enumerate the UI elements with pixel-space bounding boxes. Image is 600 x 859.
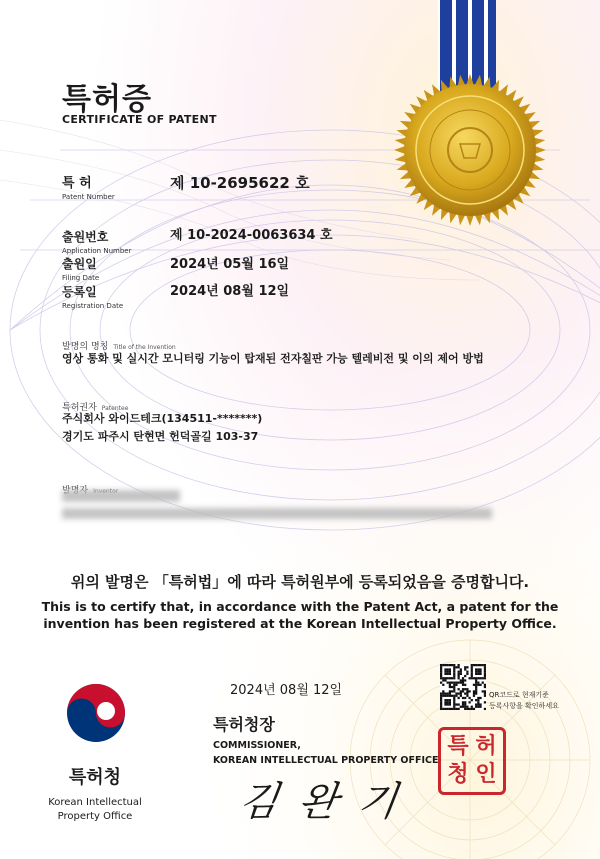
seal-char: 특 xyxy=(447,734,469,759)
certification-text-en-2: invention has been registered at the Korean Intellectual Property Office. xyxy=(43,616,557,631)
official-seal-icon xyxy=(438,727,506,795)
patentee-name: 주식회사 와이드테크(134511-*******) xyxy=(62,412,263,425)
kipo-name-en-2: Property Office xyxy=(57,811,133,822)
taegeuk-logo-icon xyxy=(65,682,127,744)
patentee-address: 경기도 파주시 탄현면 헌덕골길 103-37 xyxy=(62,430,259,443)
qr-code-icon[interactable] xyxy=(440,664,486,710)
registration-date-label: 등록일 Registration Date xyxy=(62,285,124,310)
application-number-label: 출원번호 Application Number xyxy=(62,230,132,255)
commissioner-signature: 김 완 기 xyxy=(236,779,405,825)
seal-char: 청 xyxy=(447,762,469,787)
certification-text-en-1: This is to certify that, in accordance with the Patent Act, a patent for the xyxy=(41,599,559,614)
gold-medallion xyxy=(394,74,546,226)
patent-number-label: 특 허 Patent Number xyxy=(62,176,115,201)
seal-char: 인 xyxy=(475,762,497,787)
filing-date-label: 출원일 Filing Date xyxy=(62,257,100,282)
commissioner-title-ko: 특허청장 xyxy=(213,715,275,734)
application-number-value: 제 10-2024-0063634 호 xyxy=(170,228,333,243)
commissioner-line-1: COMMISSIONER, xyxy=(213,740,301,751)
qr-note-2: 등록사항을 확인하세요 xyxy=(489,702,559,710)
invention-title-label: 발명의 명칭 Title of the Invention xyxy=(62,342,176,352)
qr-note-1: QR코드로 현재기준 xyxy=(489,691,549,699)
kipo-name-en-1: Korean Intellectual xyxy=(48,797,142,808)
patent-number-value: 제 10-2695622 호 xyxy=(170,174,310,192)
inventor-redacted-1 xyxy=(62,490,180,502)
commissioner-line-2: KOREAN INTELLECTUAL PROPERTY OFFICE xyxy=(213,755,439,766)
issuance-date: 2024년 08월 12일 xyxy=(230,683,343,698)
certificate-title: 특허증 xyxy=(62,82,152,117)
filing-date-value: 2024년 05월 16일 xyxy=(170,257,290,272)
invention-title: 영상 통화 및 실시간 모니터링 기능이 탑재된 전자칠판 가능 텔레비전 및 이의 제어 방법 xyxy=(62,352,484,365)
kipo-name-ko: 특허청 xyxy=(68,767,122,788)
registration-date-value: 2024년 08월 12일 xyxy=(170,284,290,299)
certification-text-ko: 위의 발명은 「특허법」에 따라 특허원부에 등록되었음을 증명합니다. xyxy=(70,573,530,591)
patentee-label: 특허권자 Patentee xyxy=(62,403,129,413)
inventor-redacted-2 xyxy=(62,508,492,519)
seal-char: 허 xyxy=(475,734,497,759)
certificate-subtitle: CERTIFICATE OF PATENT xyxy=(62,113,217,126)
